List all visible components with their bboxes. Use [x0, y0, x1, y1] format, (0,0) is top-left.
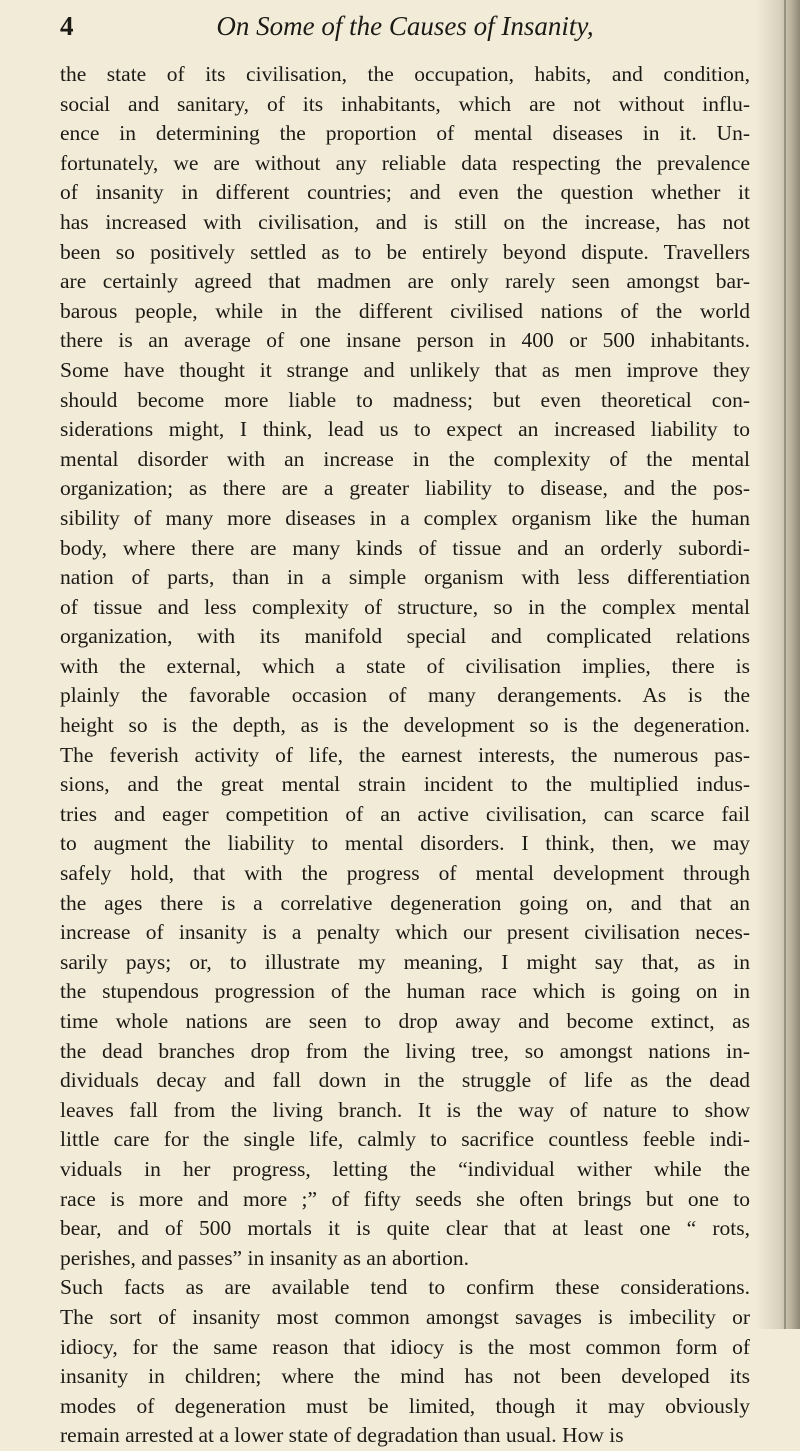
- text-line: been so positively settled as to be entirely beyond dispute. Travellers: [60, 239, 750, 264]
- page-number: 4: [60, 11, 74, 41]
- text-line: are certainly agreed that madmen are only rarely seen amongst bar-: [60, 269, 750, 294]
- page-edge-shadow: [756, 0, 800, 1329]
- text-line: remain arrested at a lower state of degradation than usual. How is: [60, 1423, 624, 1448]
- page-header: [60, 8, 750, 44]
- text-line: body, where there are many kinds of tissue and an orderly subordi-: [60, 535, 750, 560]
- page-edge-line: [784, 0, 786, 1329]
- text-line: Such facts as are available tend to confirm these considerations.: [60, 1275, 750, 1300]
- text-line: safely hold, that with the progress of mental development through: [60, 861, 750, 886]
- text-line: race is more and more ;” of fifty seeds she often brings but one to: [60, 1186, 750, 1211]
- text-line: Some have thought it strange and unlikely that as men improve they: [60, 357, 750, 382]
- text-line: nation of parts, than in a simple organism with less differentiation: [60, 565, 750, 590]
- text-line: bear, and of 500 mortals it is quite clear that at least one “ rots,: [60, 1216, 750, 1241]
- text-line: should become more liable to madness; but even theoretical con-: [60, 387, 750, 412]
- text-line: with the external, which a state of civilisation implies, there is: [60, 653, 750, 678]
- text-line: there is an average of one insane person in 400 or 500 inhabitants.: [60, 328, 750, 353]
- running-title: On Some of the Causes of Insanity,: [216, 11, 594, 41]
- text-line: dividuals decay and fall down in the struggle of life as the dead: [60, 1068, 750, 1093]
- text-line: little care for the single life, calmly to sacrifice countless feeble indi-: [60, 1127, 750, 1152]
- text-line: the dead branches drop from the living tree, so amongst nations in-: [60, 1038, 750, 1063]
- text-line: tries and eager competition of an active civilisation, can scarce fail: [60, 801, 750, 826]
- text-line: organization; as there are a greater liability to disease, and the pos-: [60, 476, 750, 501]
- text-line: barous people, while in the different civilised nations of the world: [60, 298, 750, 323]
- text-line: viduals in her progress, letting the “individual wither while the: [60, 1156, 750, 1181]
- text-line: fortunately, we are without any reliable data respecting the prevalence: [60, 150, 750, 175]
- text-line: plainly the favorable occasion of many derangements. As is the: [60, 683, 750, 708]
- text-line: The sort of insanity most common amongst savages is imbecility or: [60, 1304, 750, 1329]
- text-line: social and sanitary, of its inhabitants, which are not without influ-: [60, 91, 750, 116]
- text-line: the ages there is a correlative degeneration going on, and that an: [60, 890, 750, 915]
- text-line: sibility of many more diseases in a complex organism like the human: [60, 505, 750, 530]
- text-line: height so is the depth, as is the development so is the degeneration.: [60, 713, 750, 738]
- text-line: siderations might, I think, lead us to expect an increased liability to: [60, 417, 750, 442]
- text-line: sarily pays; or, to illustrate my meaning, I might say that, as in: [60, 949, 750, 974]
- text-line: idiocy, for the same reason that idiocy is the most common form of: [60, 1334, 750, 1359]
- text-line: has increased with civilisation, and is still on the increase, has not: [60, 209, 750, 234]
- text-line: sions, and the great mental strain incident to the multiplied indus-: [60, 772, 750, 797]
- text-line: increase of insanity is a penalty which our present civilisation neces-: [60, 920, 750, 945]
- text-line: organization, with its manifold special and complicated relations: [60, 624, 750, 649]
- body-text: [60, 60, 750, 1451]
- text-line: to augment the liability to mental disorders. I think, then, we may: [60, 831, 750, 856]
- text-line: mental disorder with an increase in the complexity of the mental: [60, 446, 750, 471]
- text-line: The feverish activity of life, the earnest interests, the numerous pas-: [60, 742, 750, 767]
- text-line: modes of degeneration must be limited, though it may obviously: [60, 1393, 750, 1418]
- text-line: of insanity in different countries; and even the question whether it: [60, 180, 750, 205]
- text-line: of tissue and less complexity of structure, so in the complex mental: [60, 594, 750, 619]
- text-line: the state of its civilisation, the occupation, habits, and condition,: [60, 62, 750, 86]
- text-line: time whole nations are seen to drop away and become extinct, as: [60, 1009, 750, 1033]
- text-line: ence in determining the proportion of mental diseases in it. Un-: [60, 121, 750, 146]
- text-line: perishes, and passes” in insanity as an abortion.: [60, 1245, 470, 1270]
- text-line: insanity in children; where the mind has not been developed its: [60, 1364, 750, 1389]
- text-line: leaves fall from the living branch. It is the way of nature to show: [60, 1097, 750, 1122]
- text-line: the stupendous progression of the human race which is going on in: [60, 979, 750, 1004]
